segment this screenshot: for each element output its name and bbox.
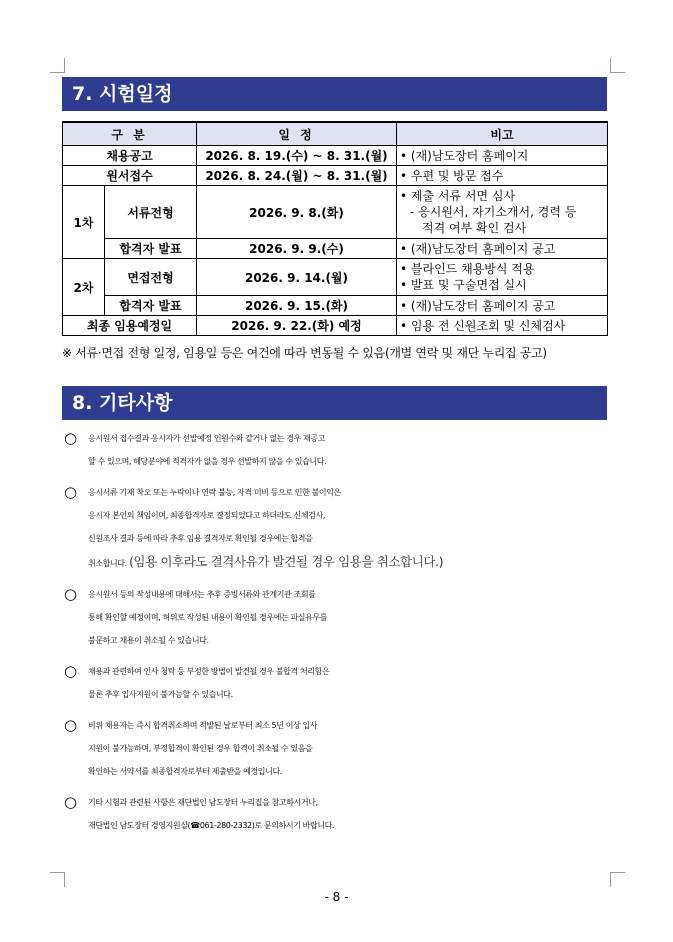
row-sublabel: 서류전형	[105, 186, 197, 239]
row-group-first: 1차	[63, 186, 105, 259]
note-line: • 블라인드 채용방식 적용	[400, 262, 535, 276]
note-line: • (재)남도장터 홈페이지	[400, 148, 529, 163]
table-header-row	[63, 122, 608, 146]
page-number: - 8 -	[324, 890, 349, 904]
header-schedule: 일 정	[197, 122, 397, 146]
row-note	[397, 259, 608, 296]
row-sublabel: 면접전형	[105, 259, 197, 296]
list-item	[64, 660, 609, 706]
row-date: 2026. 9. 9.(수)	[197, 239, 397, 259]
note-line: • (재)남도장터 홈페이지 공고	[400, 241, 556, 256]
circle-bullet-icon: ○	[64, 793, 77, 811]
row-note	[397, 296, 608, 316]
note-line: - 응시원서, 자기소개서, 경력 등	[410, 205, 577, 219]
row-group-second: 2차	[63, 259, 105, 316]
section-title-other: 8. 기타사항	[62, 386, 607, 420]
row-date: 2026. 9. 14.(월)	[197, 259, 397, 296]
list-item	[64, 583, 609, 652]
crop-mark-bottom-right	[610, 872, 625, 887]
circle-bullet-icon: ○	[64, 483, 77, 501]
note-line: • 임용 전 신원조회 및 신체검사	[400, 318, 566, 333]
row-label: 채용공고	[63, 146, 197, 166]
crop-mark-top-right	[610, 58, 625, 73]
item-line: 응시원서 접수결과 응시자가 선발예정 인원수와 같거나 없는 경우 재공고	[88, 434, 325, 443]
circle-bullet-icon: ○	[64, 716, 77, 734]
table-row	[63, 146, 608, 166]
row-date: 2026. 8. 19.(수) ~ 8. 31.(월)	[197, 146, 397, 166]
item-subnote: (임용 이후라도 결격사유가 발견될 경우 임용을 취소합니다.)	[128, 554, 444, 569]
notice-list	[64, 427, 609, 845]
item-line: 지원이 불가능하며, 부정합격이 확인된 경우 합격이 취소될 수 있음을	[88, 744, 313, 753]
item-line: 불문하고 채용이 취소될 수 있습니다.	[88, 636, 209, 645]
crop-mark-bottom-left	[50, 872, 65, 887]
item-line: 응시자 본인의 책임이며, 최종합격자로 결정되었다고 하더라도 신체검사,	[88, 511, 325, 520]
item-line	[88, 550, 606, 575]
row-date: 2026. 8. 24.(월) ~ 8. 31.(월)	[197, 166, 397, 186]
item-line: 비위 채용자는 즉시 합격취소하며 적발된 날로부터 최소 5년 이상 입사	[88, 721, 318, 730]
item-line: 응시원서 등의 작성내용에 대해서는 추후 증빙서류와 관계기관 조회를	[88, 590, 316, 599]
table-row	[63, 239, 608, 259]
item-line: 물론 추후 입사지원이 불가능할 수 있습니다.	[88, 690, 233, 699]
list-item	[64, 714, 609, 783]
list-item	[64, 427, 609, 473]
row-note	[397, 166, 608, 186]
note-line: • 우편 및 방문 접수	[400, 168, 504, 183]
item-line: 채용과 관련하여 인사 청탁 등 부정한 방법이 발견될 경우 불합격 처리함은	[88, 667, 330, 676]
item-line: 확인하는 서약서를 최종합격자로부터 제출받을 예정입니다.	[88, 767, 282, 776]
item-line: 신원조사 결과 등에 따라 추후 임용 결격자로 확인될 경우에는 합격을	[88, 534, 313, 543]
item-line-end: 취소합니다.	[88, 559, 127, 568]
crop-mark-top-left	[50, 58, 65, 73]
circle-bullet-icon: ○	[64, 585, 77, 603]
row-date: 2026. 9. 22.(화) 예정	[197, 316, 397, 336]
item-line: 재단법인 남도장터 경영지원실(☎061-280-2332)로 문의하시기 바랍니다.	[88, 821, 335, 830]
table-row	[63, 259, 608, 296]
row-label: 최종 임용예정일	[63, 316, 197, 336]
note-line: • 발표 및 구술면접 실시	[400, 278, 527, 292]
schedule-footnote: ※ 서류·면접 전형 일정, 임용일 등은 여건에 따라 변동될 수 있음(개별 연락 및 재단 누리집 공고)	[62, 346, 547, 360]
row-note	[397, 239, 608, 259]
item-line: 기타 시험과 관련된 사항은 재단법인 남도장터 누리집을 참고하시거나,	[88, 798, 318, 807]
table-row	[63, 166, 608, 186]
row-note	[397, 316, 608, 336]
row-note	[397, 186, 608, 239]
list-item	[64, 481, 609, 575]
row-date: 2026. 9. 15.(화)	[197, 296, 397, 316]
note-line: • 제출 서류 서면 심사	[400, 189, 516, 203]
schedule-table	[62, 121, 608, 336]
table-row	[63, 186, 608, 239]
header-category: 구 분	[63, 122, 197, 146]
note-line: • (재)남도장터 홈페이지 공고	[400, 298, 556, 313]
row-note	[397, 146, 608, 166]
list-item	[64, 791, 609, 837]
table-row	[63, 296, 608, 316]
circle-bullet-icon: ○	[64, 429, 77, 447]
table-row	[63, 316, 608, 336]
item-line: 응시서류 기재 착오 또는 누락이나 연락 불능, 자격 미비 등으로 인한 불이익은	[88, 488, 341, 497]
row-date: 2026. 9. 8.(화)	[197, 186, 397, 239]
item-line: 통해 확인할 예정이며, 허위로 작성된 내용이 확인될 경우에는 파실유무를	[88, 613, 328, 622]
note-line: 적격 여부 확인 검사	[422, 221, 527, 235]
row-sublabel: 합격자 발표	[105, 296, 197, 316]
header-notes: 비고	[397, 122, 608, 146]
row-sublabel: 합격자 발표	[105, 239, 197, 259]
circle-bullet-icon: ○	[64, 662, 77, 680]
section-title-schedule: 7. 시험일정	[62, 77, 607, 111]
item-line: 할 수 있으며, 해당분야에 적격자가 없을 경우 선발하지 않을 수 있습니다.	[88, 457, 327, 466]
row-label: 원서접수	[63, 166, 197, 186]
